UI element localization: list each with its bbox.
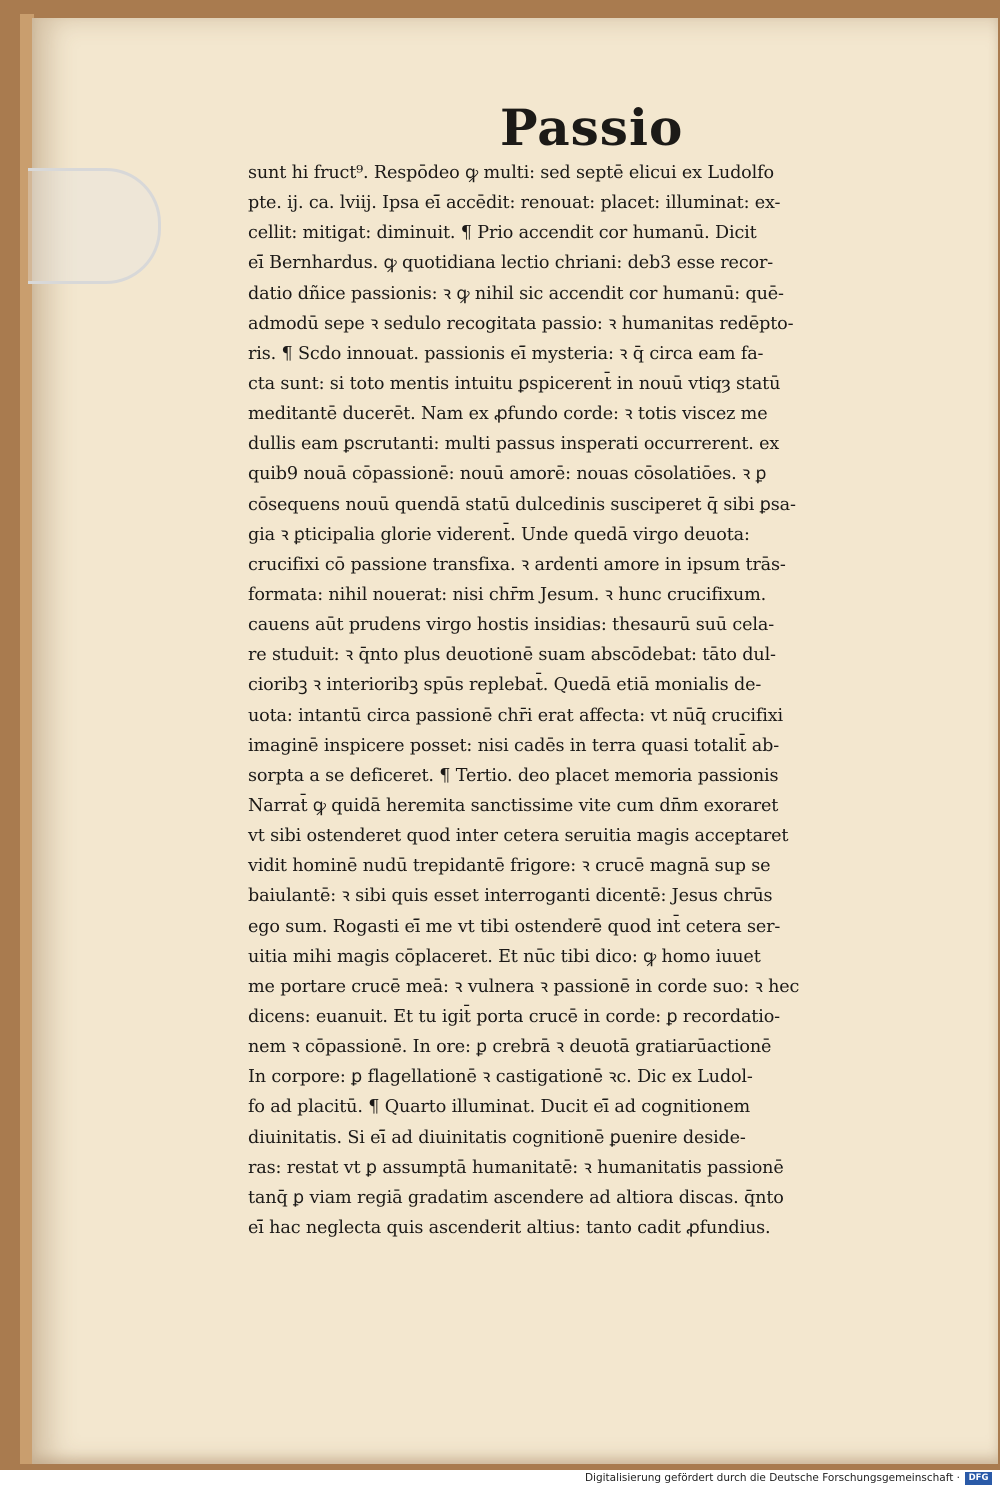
text-line: crucifixi cō passione transfixa. ꝛ ardenti amore in ipsum trās- bbox=[248, 554, 786, 575]
text-line: cta sunt: si toto mentis intuitu ꝑspicerent̄ in nouū vtiqȝ statū bbox=[248, 373, 781, 394]
text-line: uota: intantū circa passionē chr̄i erat affecta: vt nūq̄ crucifixi bbox=[248, 705, 783, 726]
text-line: cellit: mitigat: diminuit. ¶ Prio accendit cor humanū. Dicit bbox=[248, 223, 757, 244]
text-line: ras: restat vt ꝑ assumptā humanitatē: ꝛ humanitatis passionē bbox=[248, 1157, 784, 1178]
text-line: nem ꝛ cōpassionē. In ore: ꝑ crebrā ꝛ deuotā gratiarūactionē bbox=[248, 1037, 772, 1058]
text-line: me portare crucē meā: ꝛ vulnera ꝛ passionē in corde suo: ꝛ hec bbox=[248, 976, 800, 997]
text-line: ris. ¶ Scdo innouat. passionis eī̄ mysteria: ꝛ q̄ circa eam fa- bbox=[248, 343, 764, 364]
text-line: admodū sepe ꝛ sedulo recogitata passio: ꝛ humanitas redēpto- bbox=[248, 313, 794, 334]
text-line: cioribꝫ ꝛ interioribꝫ spūs replebat̄. Quedā etiā monialis de- bbox=[248, 675, 762, 696]
text-line: pte. ij. ca. lviij. Ipsa eī̄ accēdit: renouat: placet: illuminat: ex- bbox=[248, 193, 781, 214]
paper-clip bbox=[28, 168, 161, 284]
text-line: diuinitatis. Si eī̄ ad diuinitatis cognitionē ꝑuenire deside- bbox=[248, 1127, 746, 1148]
text-line: formata: nihil nouerat: nisi chr̄m Jesum. ꝛ hunc crucifixum. bbox=[248, 584, 767, 605]
text-line: cōsequens nouū quendā statū dulcedinis susciperet q̄ sibi ꝑsa- bbox=[248, 494, 796, 515]
text-line: quib9 nouā cōpassionē: nouū amorē: nouas cōsolatiōes. ꝛ ꝑ bbox=[248, 464, 767, 485]
text-line: dicens: euanuit. Et tu igit̄ porta crucē in corde: ꝑ recordatio- bbox=[248, 1006, 780, 1027]
text-line: uitia mihi magis cōplaceret. Et nūc tibi dico: ꝙ homo iuuet bbox=[248, 946, 761, 967]
text-line: dullis eam ꝑscrutanti: multi passus insperati occurrerent. ex bbox=[248, 434, 780, 455]
text-line: tanq̄ ꝑ viam regiā gradatim ascendere ad altiora discas. q̄nto bbox=[248, 1187, 784, 1208]
text-line: gia ꝛ ꝑticipalia glorie viderent̄. Unde quedā virgo deuota: bbox=[248, 524, 750, 545]
text-line: ego sum. Rogasti eī̄ me vt tibi ostenderē quod int̄ cetera ser- bbox=[248, 916, 781, 937]
footer-credit: Digitalisierung gefördert durch die Deutsche Forschungsgemeinschaft · bbox=[584, 1472, 960, 1484]
text-line: eī̄ hac neglecta quis ascenderit altius: tanto cadit ꝓfundius. bbox=[248, 1217, 771, 1238]
footer-bar bbox=[0, 1470, 1000, 1488]
text-line: vidit hominē nudū trepidantē frigore: ꝛ crucē magnā sup se bbox=[248, 856, 771, 877]
text-line: eī̄ Bernhardus. ꝙ quotidiana lectio chriani: deb3 esse recor- bbox=[248, 253, 774, 274]
dfg-logo: DFG bbox=[965, 1472, 992, 1485]
text-line: imaginē inspicere posset: nisi cadēs in terra quasi totalit̄ ab- bbox=[248, 735, 779, 756]
body-text bbox=[248, 158, 948, 1243]
text-line: baiulantē: ꝛ sibi quis esset interroganti dicentē: Jesus chrūs bbox=[248, 886, 773, 907]
text-line: fo ad placitū. ¶ Quarto illuminat. Ducit eī̄ ad cognitionem bbox=[248, 1097, 751, 1118]
page-title: Passio bbox=[500, 98, 684, 157]
text-line: cauens aūt prudens virgo hostis insidias: thesaurū suū cela- bbox=[248, 615, 774, 636]
text-line: sorpta a se deficeret. ¶ Tertio. deo placet memoria passionis bbox=[248, 765, 779, 786]
text-line: In corpore: ꝑ flagellationē ꝛ castigationē ꝛc. Dic ex Ludol- bbox=[248, 1067, 753, 1088]
text-line: datio dñice passionis: ꝛ ꝙ nihil sic accendit cor humanū: quē- bbox=[248, 283, 784, 304]
text-line: vt sibi ostenderet quod inter cetera seruitia magis acceptaret bbox=[248, 826, 789, 847]
text-line: Narrat̄ ꝙ quidā heremita sanctissime vite cum dn̄m exoraret bbox=[248, 795, 779, 816]
text-line: re studuit: ꝛ q̄nto plus deuotionē suam abscōdebat: tāto dul- bbox=[248, 645, 776, 666]
text-line: sunt hi fruct⁹. Respōdeo ꝙ multi: sed septē elicui ex Ludolfo bbox=[248, 163, 774, 183]
text-line: meditantē ducerēt. Nam ex ꝓfundo corde: ꝛ totis viscez me bbox=[248, 404, 768, 425]
